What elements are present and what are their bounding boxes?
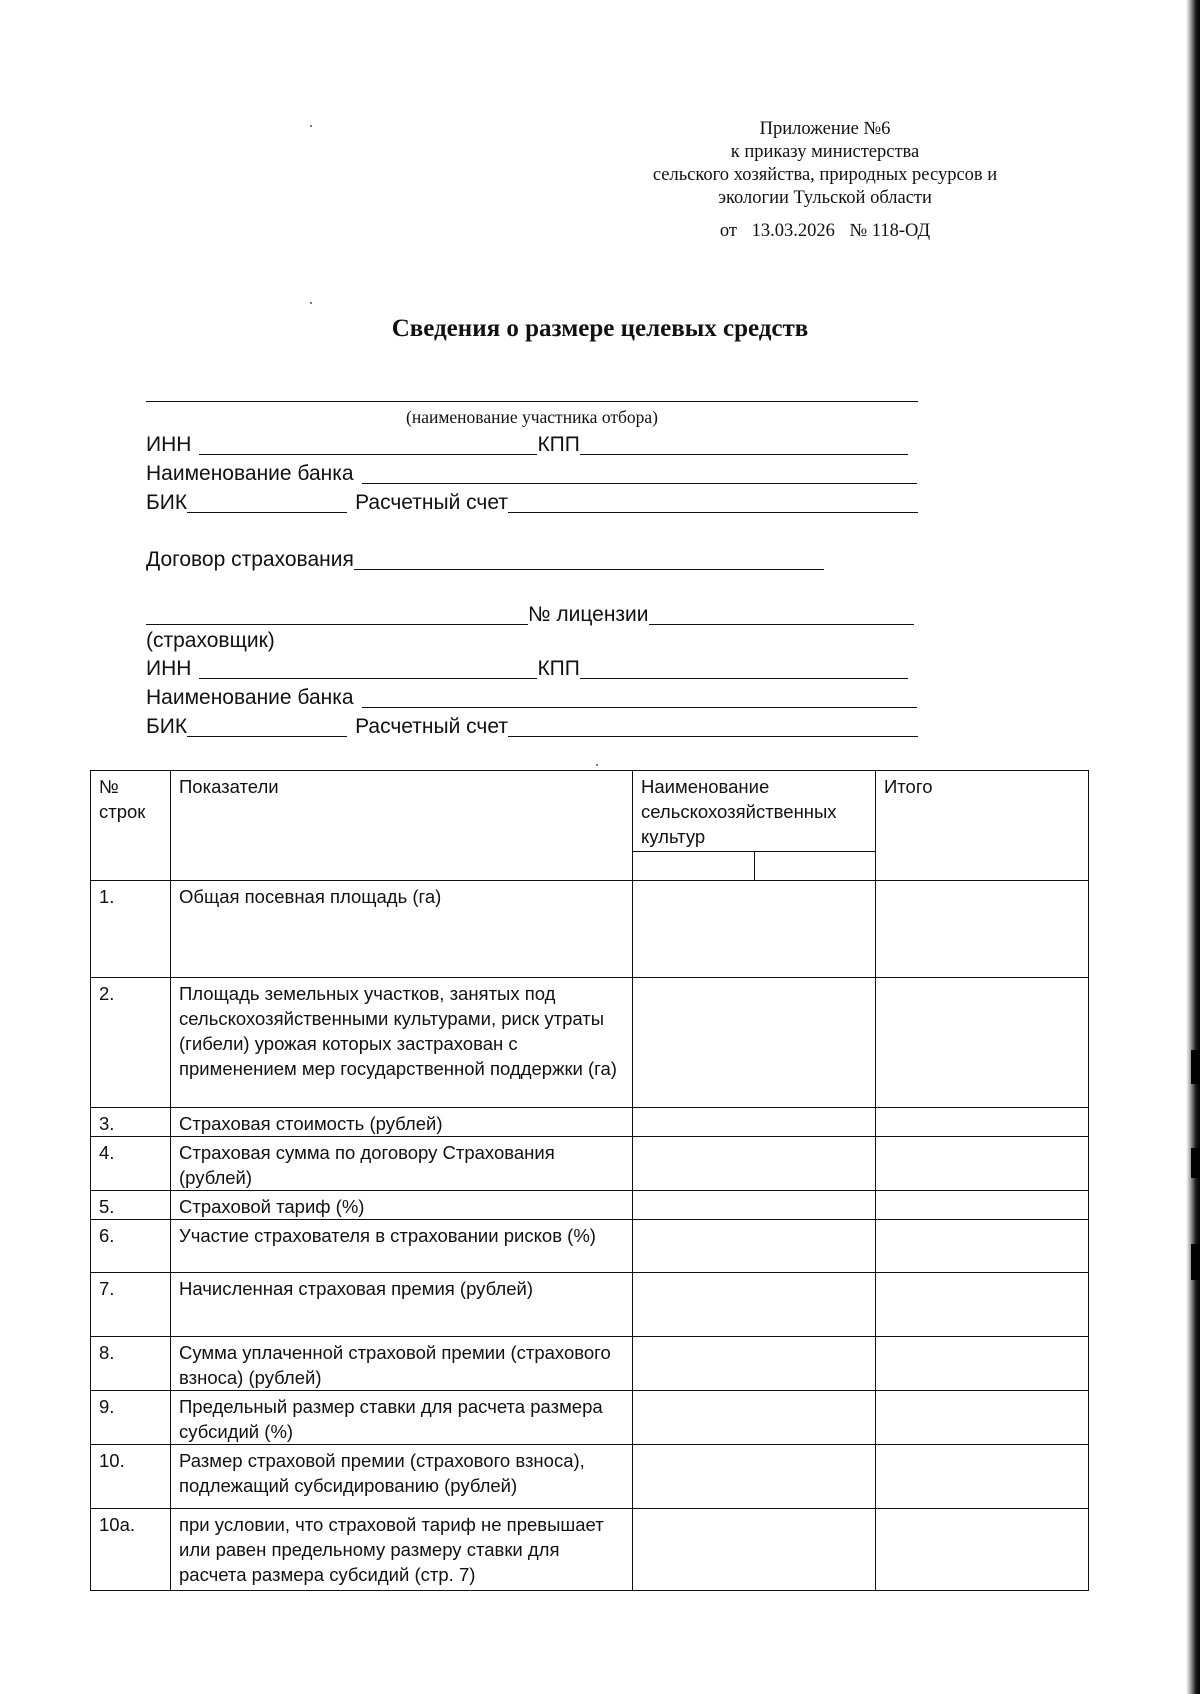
participant-bank-row (146, 459, 917, 487)
row-indicator: Страховая стоимость (рублей) (171, 1108, 633, 1137)
row-number: 10. (91, 1445, 171, 1509)
header-line: экологии Тульской области (718, 188, 932, 208)
row-indicator: Страховой тариф (%) (171, 1191, 633, 1220)
order-reference (580, 220, 1070, 243)
bank-label: Наименование банка (146, 462, 354, 485)
row-crop-value[interactable] (633, 1191, 876, 1220)
participant-inn-kpp-row (146, 430, 908, 458)
bank-field[interactable] (362, 707, 917, 708)
table-row (91, 881, 1089, 978)
license-field[interactable] (649, 624, 914, 625)
row-number: 2. (91, 978, 171, 1108)
row-number: 5. (91, 1191, 171, 1220)
contract-label: Договор страхования (146, 548, 354, 571)
inn-field[interactable] (199, 454, 537, 455)
scan-speck (310, 302, 312, 304)
bank-field[interactable] (362, 483, 917, 484)
insurer-bank-row (146, 683, 917, 711)
bik-label: БИК (146, 491, 188, 514)
kpp-label: КПП (537, 657, 580, 680)
scan-speck (310, 125, 312, 127)
account-field[interactable] (508, 512, 918, 513)
row-number: 9. (91, 1391, 171, 1445)
row-indicator: Размер страховой премии (страхового взноса), подлежащий субсидированию (рублей) (171, 1445, 633, 1509)
scan-edge-shadow (1186, 0, 1200, 1694)
row-indicator: Участие страхователя в страховании рисков (%) (171, 1220, 633, 1273)
row-number: 7. (91, 1273, 171, 1337)
table-row (91, 1273, 1089, 1337)
table-row (91, 1108, 1089, 1137)
row-indicator: при условии, что страховой тариф не превышает или равен предельному размеру ставки для расчета размера субсидий (стр. 7) (171, 1509, 633, 1591)
row-crop-value[interactable] (633, 1509, 876, 1591)
appendix-header (580, 118, 1070, 243)
row-crop-value[interactable] (633, 1445, 876, 1509)
row-indicator: Страховая сумма по договору Страхования (рублей) (171, 1137, 633, 1191)
row-total-value[interactable] (876, 1391, 1089, 1445)
bik-label: БИК (146, 715, 188, 738)
kpp-field[interactable] (580, 454, 908, 455)
row-indicator: Общая посевная площадь (га) (171, 881, 633, 978)
row-total-value[interactable] (876, 978, 1089, 1108)
account-label: Расчетный счет (355, 491, 508, 514)
row-crop-value[interactable] (633, 978, 876, 1108)
insurer-license-row (146, 600, 914, 628)
bik-field[interactable] (187, 736, 347, 737)
bank-label: Наименование банка (146, 686, 354, 709)
scan-mark (1191, 1148, 1200, 1178)
row-total-value[interactable] (876, 1337, 1089, 1391)
row-crop-value[interactable] (633, 1108, 876, 1137)
order-date-prefix: от (719, 221, 738, 241)
inn-label: ИНН (146, 433, 192, 456)
scan-speck (596, 764, 598, 766)
participant-name-line (146, 401, 918, 402)
row-crop-value[interactable] (633, 1273, 876, 1337)
table-row (91, 978, 1089, 1108)
row-crop-value[interactable] (633, 1337, 876, 1391)
order-number: № 118-ОД (849, 221, 931, 241)
table-row (91, 1191, 1089, 1220)
account-field[interactable] (508, 736, 918, 737)
document-title: Сведения о размере целевых средств (391, 315, 809, 342)
row-crop-value[interactable] (633, 1220, 876, 1273)
insurer-name-field[interactable] (146, 624, 528, 625)
header-line: сельского хозяйства, природных ресурсов и (652, 165, 998, 185)
inn-field[interactable] (199, 678, 537, 679)
table-row (91, 1137, 1089, 1191)
row-indicator: Начисленная страховая премия (рублей) (171, 1273, 633, 1337)
header-crops (633, 771, 876, 881)
header-line: к приказу министерства (730, 142, 920, 162)
insurer-inn-kpp-row (146, 654, 908, 682)
kpp-field[interactable] (580, 678, 908, 679)
row-crop-value[interactable] (633, 881, 876, 978)
table-row (91, 1391, 1089, 1445)
row-number: 1. (91, 881, 171, 978)
table-row (91, 1220, 1089, 1273)
table-header-row (91, 771, 1089, 881)
row-number: 8. (91, 1337, 171, 1391)
order-date: 13.03.2026 (751, 221, 835, 241)
contract-row (146, 545, 824, 573)
table-row (91, 1337, 1089, 1391)
crop-subcolumn[interactable] (755, 852, 876, 880)
header-indicators: Показатели (171, 771, 633, 881)
inn-label: ИНН (146, 657, 192, 680)
kpp-label: КПП (537, 433, 580, 456)
table-row (91, 1509, 1089, 1591)
row-number: 10а. (91, 1509, 171, 1591)
row-total-value[interactable] (876, 1108, 1089, 1137)
table-row (91, 1445, 1089, 1509)
row-number: 3. (91, 1108, 171, 1137)
row-indicator: Площадь земельных участков, занятых под сельскохозяйственными культурами, риск утраты (гибели) урожая которых застрахован с применением мер государственной поддержки (га) (171, 978, 633, 1108)
participant-name-field[interactable] (146, 377, 918, 405)
account-label: Расчетный счет (355, 715, 508, 738)
row-crop-value[interactable] (633, 1137, 876, 1191)
participant-bik-row (146, 488, 918, 516)
row-number: 4. (91, 1137, 171, 1191)
header-line: Приложение №6 (759, 119, 891, 139)
row-total-value[interactable] (876, 1191, 1089, 1220)
participant-caption: (наименование участника отбора) (406, 407, 658, 427)
insurer-caption: (страховщик) (146, 629, 275, 652)
header-row-number: № строк (91, 771, 171, 881)
row-total-value[interactable] (876, 1220, 1089, 1273)
crop-subcolumn[interactable] (633, 852, 755, 880)
contract-field[interactable] (354, 569, 824, 570)
scan-mark (1191, 1244, 1200, 1280)
bik-field[interactable] (187, 512, 347, 513)
indicators-table (90, 770, 1089, 1591)
row-number: 6. (91, 1220, 171, 1273)
row-indicator: Сумма уплаченной страховой премии (страхового взноса) (рублей) (171, 1337, 633, 1391)
row-crop-value[interactable] (633, 1391, 876, 1445)
header-crops-label: Наименование сельскохозяйственных культур (641, 776, 837, 847)
scan-mark (1191, 1050, 1200, 1084)
header-total: Итого (876, 771, 1089, 881)
crop-subcolumns (633, 851, 875, 880)
row-total-value[interactable] (876, 881, 1089, 978)
row-total-value[interactable] (876, 1509, 1089, 1591)
license-label: № лицензии (528, 603, 649, 626)
row-total-value[interactable] (876, 1137, 1089, 1191)
row-total-value[interactable] (876, 1273, 1089, 1337)
insurer-bik-row (146, 712, 918, 740)
row-indicator: Предельный размер ставки для расчета размера субсидий (%) (171, 1391, 633, 1445)
row-total-value[interactable] (876, 1445, 1089, 1509)
